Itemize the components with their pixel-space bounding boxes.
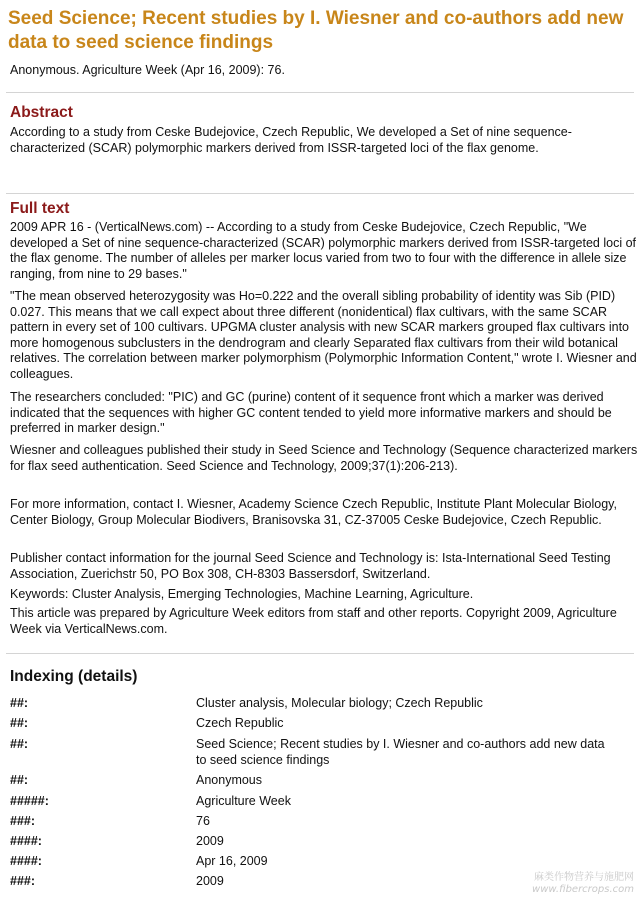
full-text-paragraph: "The mean observed heterozygosity was Ho=0.222 and the overall sibling probability of identity was Sib (PID) 0.027. This means that we call expect about three different (nonidentical) flax cultivars, with the same SCAR pattern in every set of 100 cultivars. UPGMA cluster analysis with new SCAR markers grouped flax cultivars into more homogenous subclusters in the dendrogram and clearly Separated flax cultivars from their wild botanical relatives. The correlation between marker polymorphism (Polymorphic Information Content," wrote I. Wiesner and colleagues. [10, 289, 637, 381]
indexing-value: Czech Republic [196, 716, 284, 730]
full-text-paragraph: Wiesner and colleagues published their study in Seed Science and Technology (Sequence characterized markers for flax seed authentication. Seed Science and Technology, 2009;37(1):206-213). [10, 443, 638, 473]
indexing-value: Anonymous [196, 773, 263, 787]
watermark [532, 872, 634, 896]
watermark-chinese-text: 麻类作物营养与施肥网 [534, 872, 634, 883]
indexing-value: 76 [196, 814, 210, 828]
indexing-heading: Indexing (details) [10, 668, 138, 685]
watermark-url: www.fibercrops.com [532, 884, 634, 895]
indexing-key: ###: [10, 874, 36, 888]
indexing-value: Agriculture Week [196, 794, 291, 808]
abstract-heading: Abstract [10, 104, 73, 121]
divider [6, 193, 634, 194]
article-title: Seed Science; Recent studies by I. Wiesner and co-authors add new data to seed science findings [8, 8, 624, 53]
indexing-value: 2009 [196, 874, 224, 888]
indexing-key: ###: [10, 814, 36, 828]
indexing-value: Cluster analysis, Molecular biology; Czech Republic [196, 696, 483, 710]
article-citation: Anonymous. Agriculture Week (Apr 16, 2009): 76. [10, 63, 285, 77]
full-text-paragraph: Keywords: Cluster Analysis, Emerging Technologies, Machine Learning, Agriculture. [10, 587, 474, 601]
indexing-key: #####: [10, 794, 49, 808]
full-text-paragraph: For more information, contact I. Wiesner, Academy Science Czech Republic, Institute Plant Molecular Biology, Center Biology, Group Molecular Biodivers, Branisovska 31, CZ-37005 Ceske Budejovice, Czech Republic. [10, 497, 617, 527]
indexing-key: ####: [10, 834, 42, 848]
indexing-key: ##: [10, 696, 29, 710]
full-text-paragraph: This article was prepared by Agriculture Week editors from staff and other reports. Copyright 2009, Agriculture Week via VerticalNews.com. [10, 606, 617, 636]
indexing-value: Apr 16, 2009 [196, 854, 268, 868]
full-text-heading: Full text [10, 200, 70, 217]
full-text-paragraph: The researchers concluded: "PIC) and GC (purine) content of it sequence front which a marker was derived indicated that the sequences with higher GC content tended to yield more informative markers and should be preferred in marker design." [10, 390, 612, 436]
indexing-key: ##: [10, 773, 29, 787]
indexing-key: ####: [10, 854, 42, 868]
full-text-paragraph: Publisher contact information for the journal Seed Science and Technology is: Ista-International Seed Testing Association, Zuerichstr 50, PO Box 308, CH-8303 Bassersdorf, Switzerland. [10, 551, 611, 581]
full-text-paragraph: 2009 APR 16 - (VerticalNews.com) -- According to a study from Ceske Budejovice, Czech Republic, "We developed a Set of nine sequence-characterized (SCAR) polymorphic markers derived from ISSR-targeted loci of the flax genome. The number of alleles per marker locus varied from two to four with the difference in allele size ranging, from nine to 29 bases." [10, 220, 636, 281]
indexing-value: Seed Science; Recent studies by I. Wiesner and co-authors add new data to seed science findings [196, 737, 605, 767]
divider [6, 92, 634, 93]
abstract-text: According to a study from Ceske Budejovice, Czech Republic, We developed a Set of nine sequence-characterized (SCAR) polymorphic markers derived from ISSR-targeted loci of the flax genome. [10, 125, 572, 155]
indexing-key: ##: [10, 716, 29, 730]
indexing-key: ##: [10, 737, 29, 751]
indexing-value: 2009 [196, 834, 224, 848]
divider [6, 653, 634, 654]
